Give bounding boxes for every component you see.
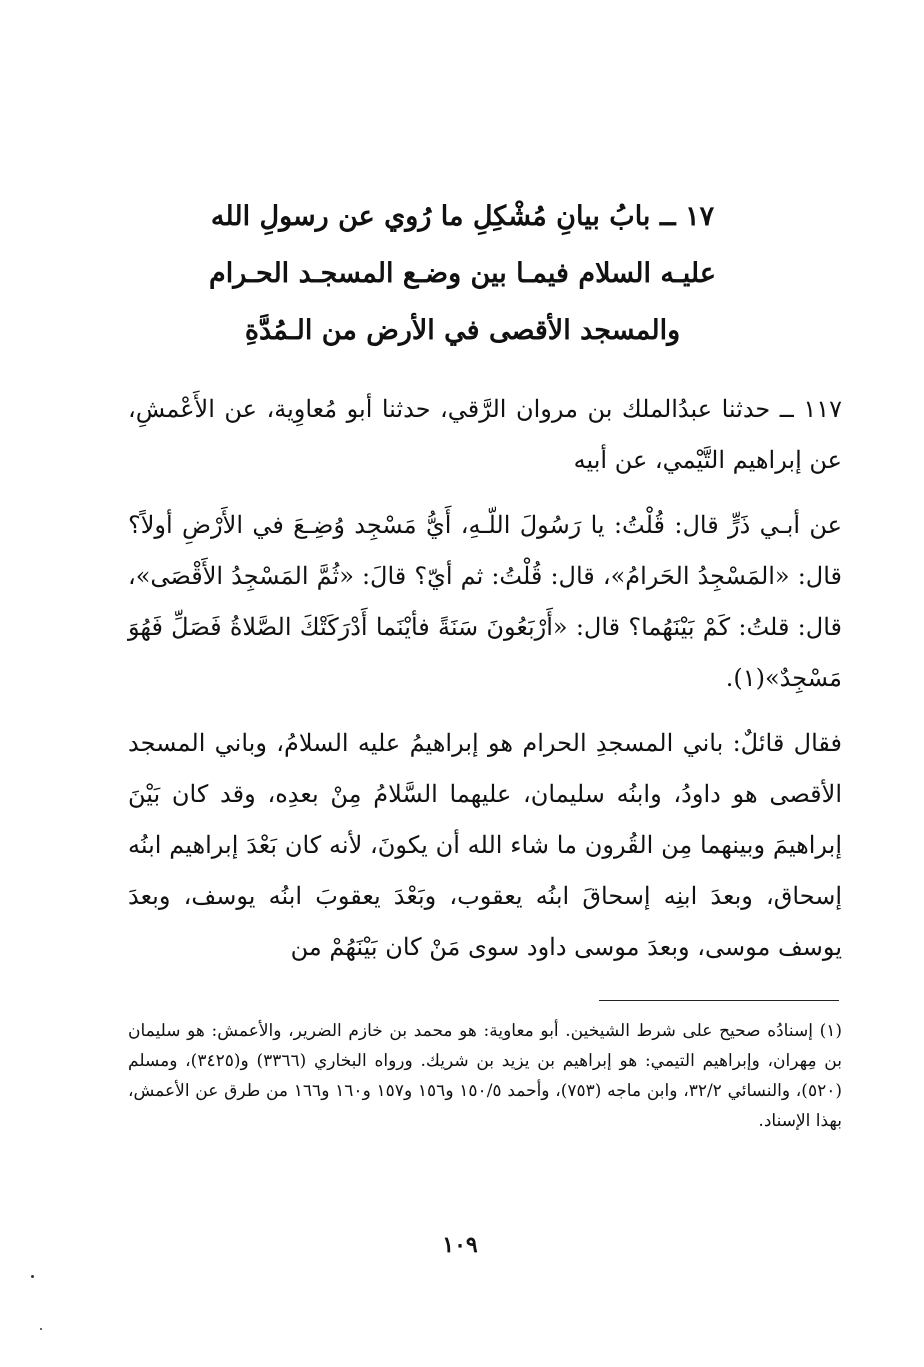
- page-number: ١٠٩: [442, 1232, 478, 1258]
- chapter-title-line: والمسجد الأقصى في الأرض من الـمُدَّةِ: [244, 315, 681, 346]
- hadith-matn: عن أبـي ذَرٍّ قال: قُلْتُ: يا رَسُولَ اللّـهِ، أَيُّ مَسْجِد وُضِـعَ في الأَرْضِ أولاً؟ قال: «المَسْجِدُ الحَرامُ»، قال: قُلْتُ: ثم أيّ؟ قالَ: «ثُمَّ المَسْجِدُ الأَقْصَى»، قال: قلتُ: كَمْ بَيْنَهُما؟ قال: «أَرْبَعُونَ سَنَةً فأيْنَما أَدْرَكَتْكَ الصَّلاةُ فَصَلِّ فَهُوَ مَسْجِدٌ»(١).: [128, 511, 842, 692]
- footnote-separator: [599, 1000, 839, 1001]
- scan-speck: [40, 1328, 42, 1330]
- main-text: [128, 384, 842, 973]
- hadith-isnad: ١١٧ ــ حدثنا عبدُالملك بن مروان الرَّقي، حدثنا أبو مُعاوِية، عن الأَعْمشِ، عن إبراهيم التَّيْمي، عن أبيه: [128, 395, 842, 474]
- chapter-title-line: ١٧ ــ بابُ بيانِ مُشْكِلِ ما رُوي عن رسولِ الله: [210, 201, 715, 232]
- scan-speck: [31, 1275, 34, 1278]
- footnote: (١) إسنادُه صحيح على شرط الشيخين. أبو معاوية: هو محمد بن خازم الضرير، والأعمش: هو سليمان بن مِهران، وإبراهيم التيمي: هو إبراهيم بن يزيد بن شريك. ورواه البخاري (٣٣٦٦) و(٣٤٢٥)، ومسلم (٥٢٠)، والنسائي ٣٢/٢، وابن ماجه (٧٥٣)، وأحمد ١٥٠/٥ و١٥٦ و١٥٧ و١٦٠ و١٦٦ من طرق عن الأعمش، بهذا الإسناد.: [128, 1021, 842, 1131]
- commentary-paragraph: فقال قائلٌ: باني المسجدِ الحرام هو إبراهيمُ عليه السلامُ، وباني المسجد الأقصى هو داودُ، وابنُه سليمان، عليهما السَّلامُ مِنْ بعدِه، وقد كان بَيْنَ إبراهيمَ وبينهما مِن القُرون ما شاء الله أن يكونَ، لأنه كان بَعْدَ إبراهيم ابنُه إسحاق، وبعدَ ابنِه إسحاقَ ابنُه يعقوب، وبَعْدَ يعقوبَ ابنُه يوسف، وبعدَ يوسف موسى، وبعدَ موسى داود سوى مَنْ كان بَيْنَهُمْ من: [128, 729, 842, 961]
- chapter-title: [180, 188, 745, 359]
- chapter-title-line: عليـه السلام فيمـا بين وضـع المسجـد الحـرام: [208, 258, 716, 289]
